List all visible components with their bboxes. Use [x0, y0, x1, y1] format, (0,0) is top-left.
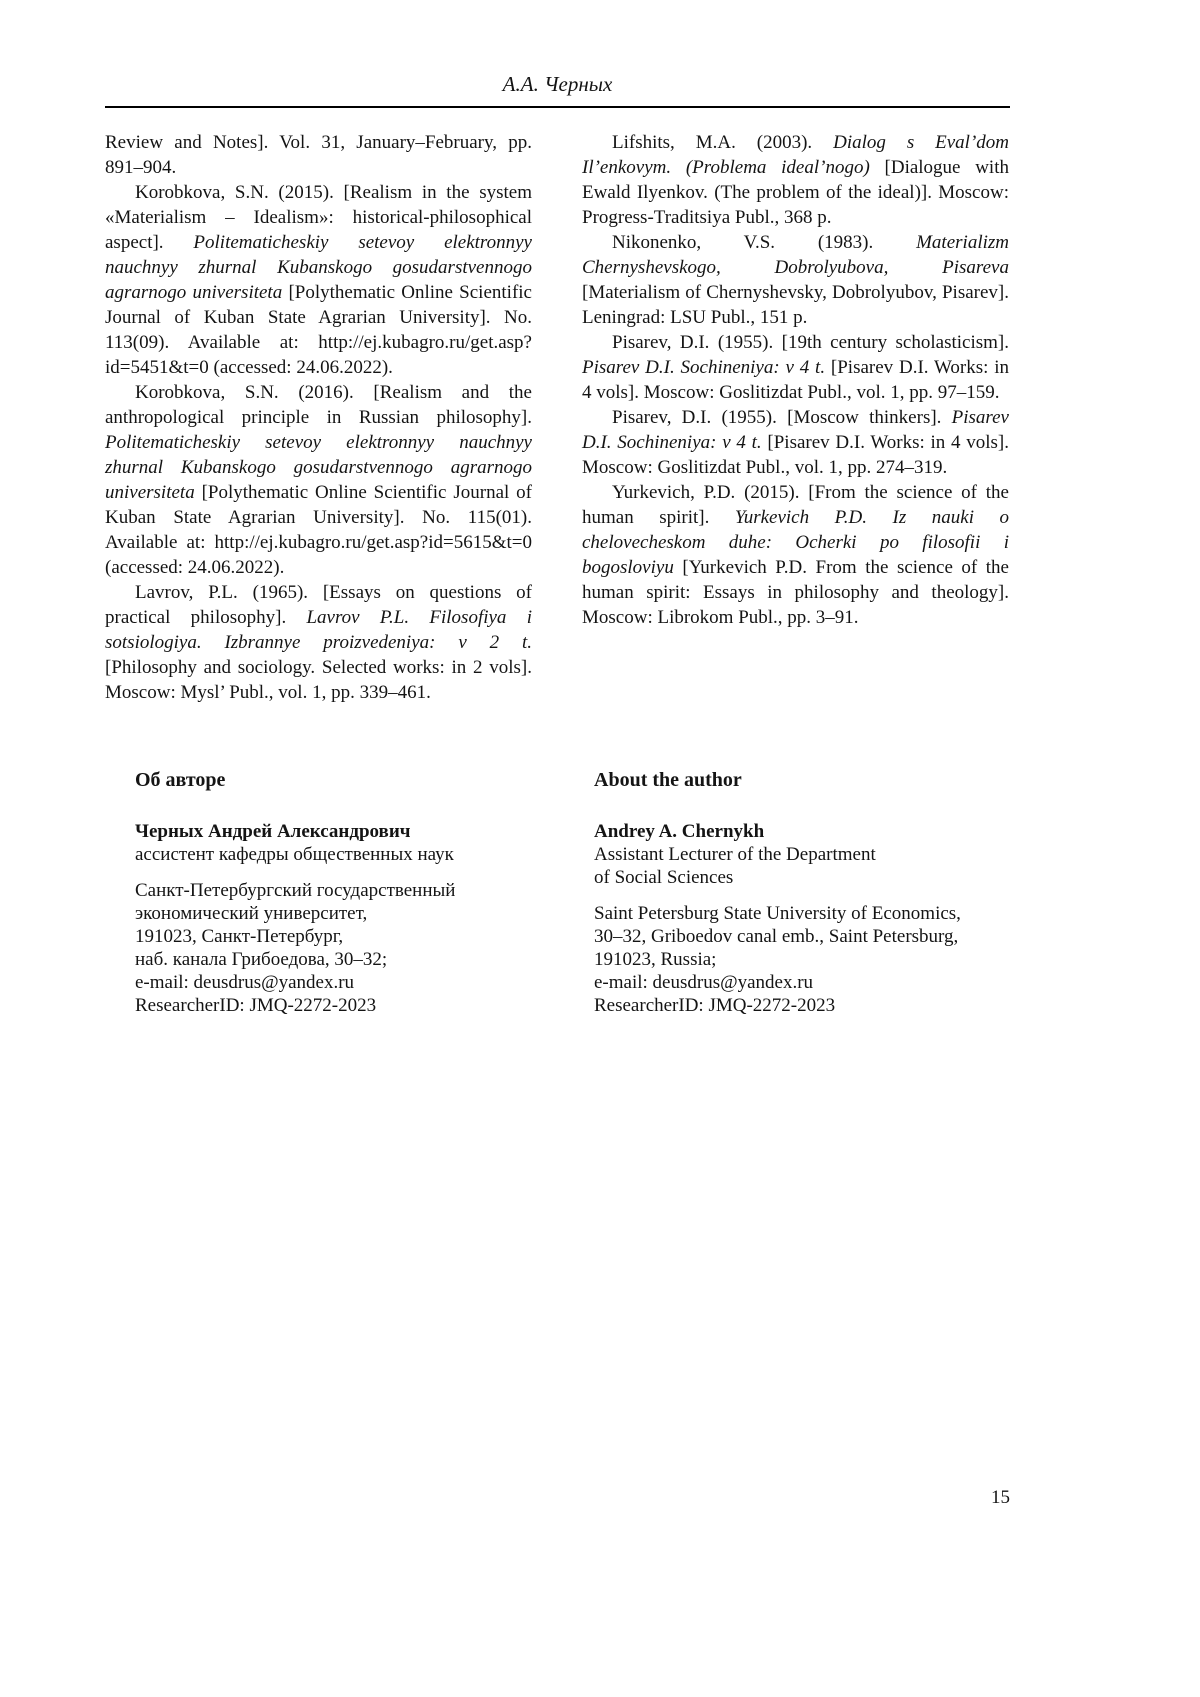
text-line: e-mail: deusdrus@yandex.ru — [135, 972, 355, 993]
author-position-ru — [135, 843, 532, 866]
about-heading-ru: Об авторе — [135, 769, 226, 791]
reference-item: Korobkova, S.N. (2016). [Realism and the anthropological principle in Russian philosophy]. Politematicheskiy setevoy elektronnyy nauchnyy zhurnal Kubanskogo gosudarstvennogo agrarnogo universiteta [Polythematic Online Scientific Journal of Kuban State Agrarian University]. No. 115(01). Available at: http://ej.kubagro.ru/get.asp?id=5615&t=0 (accessed: 24.06.2022). — [105, 382, 532, 578]
page-number: 15 — [991, 1487, 1010, 1508]
reference-item: Lifshits, M.A. (2003). Dialog s Eval’dom Il’enkovym. (Problema ideal’nogo) [Dialogue with Ewald Ilyenkov. (The problem of the ideal)]. Moscow: Progress-Traditsiya Publ., 368 p. — [582, 132, 1009, 228]
reference-item: Yurkevich, P.D. (2015). [From the science of the human spirit]. Yurkevich P.D. Iz nauki o chelovecheskom duhe: Ocherki po filosofii i bogosloviyu [Yurkevich P.D. From the science of the human spirit: Essays in philosophy and theology]. Moscow: Librokom Publ., pp. 3–91. — [582, 482, 1009, 628]
text-line: ассистент кафедры общественных наук — [135, 844, 454, 865]
about-section-en — [582, 769, 1009, 1017]
text-line: Saint Petersburg State University of Economics, — [594, 903, 961, 924]
about-author-section — [105, 769, 1010, 1017]
reference-item: Lavrov, P.L. (1965). [Essays on questions of practical philosophy]. Lavrov P.L. Filosofiya i sotsiologiya. Izbrannye proizvedeniya: v 2 t. [Philosophy and sociology. Selected works: in 2 vols]. Moscow: Mysl’ Publ., vol. 1, pp. 339–461. — [105, 582, 532, 703]
about-heading-en: About the author — [594, 769, 742, 791]
text-line: экономический университет, — [135, 903, 368, 924]
document-page — [105, 72, 1010, 1017]
reference-item: Review and Notes]. Vol. 31, January–February, pp. 891–904. — [105, 132, 532, 178]
text-line: 30–32, Griboedov canal emb., Saint Petersburg, — [594, 926, 959, 947]
text-line: of Social Sciences — [594, 867, 734, 888]
author-name-en: Andrey A. Chernykh — [594, 821, 765, 842]
about-section-ru — [105, 769, 532, 1017]
author-position-en — [594, 843, 1009, 889]
text-line: 191023, Санкт-Петербург, — [135, 926, 344, 947]
running-head: А.А. Черных — [105, 72, 1010, 108]
text-line: ResearcherID: JMQ-2272-2023 — [135, 995, 377, 1016]
references-column-right — [582, 130, 1009, 705]
text-line: e-mail: deusdrus@yandex.ru — [594, 972, 814, 993]
author-name-ru: Черных Андрей Александрович — [135, 821, 411, 842]
references-section — [105, 130, 1010, 705]
text-line: 191023, Russia; — [594, 949, 717, 970]
affiliation-en — [594, 902, 1009, 1017]
affiliation-ru — [135, 879, 532, 1017]
reference-item: Pisarev, D.I. (1955). [19th century scholasticism]. Pisarev D.I. Sochineniya: v 4 t. [Pisarev D.I. Works: in 4 vols]. Moscow: Goslitizdat Publ., vol. 1, pp. 97–159. — [582, 332, 1009, 403]
text-line: наб. канала Грибоедова, 30–32; — [135, 949, 388, 970]
reference-item: Pisarev, D.I. (1955). [Moscow thinkers]. Pisarev D.I. Sochineniya: v 4 t. [Pisarev D.I. Works: in 4 vols]. Moscow: Goslitizdat Publ., vol. 1, pp. 274–319. — [582, 407, 1009, 478]
reference-item: Nikonenko, V.S. (1983). Materializm Chernyshevskogo, Dobrolyubova, Pisareva [Materialism of Chernyshevsky, Dobrolyubov, Pisarev]. Leningrad: LSU Publ., 151 p. — [582, 232, 1009, 328]
text-line: Assistant Lecturer of the Department — [594, 844, 876, 865]
text-line: Санкт-Петербургский государственный — [135, 880, 456, 901]
text-line: ResearcherID: JMQ-2272-2023 — [594, 995, 836, 1016]
reference-item: Korobkova, S.N. (2015). [Realism in the system «Materialism – Idealism»: historical-philosophical aspect]. Politematicheskiy setevoy elektronnyy nauchnyy zhurnal Kubanskogo gosudarstvennogo agrarnogo universiteta [Polythematic Online Scientific Journal of Kuban State Agrarian University]. No. 113(09). Available at: http://ej.kubagro.ru/get.asp?id=5451&t=0 (accessed: 24.06.2022). — [105, 182, 532, 378]
references-column-left — [105, 130, 532, 705]
